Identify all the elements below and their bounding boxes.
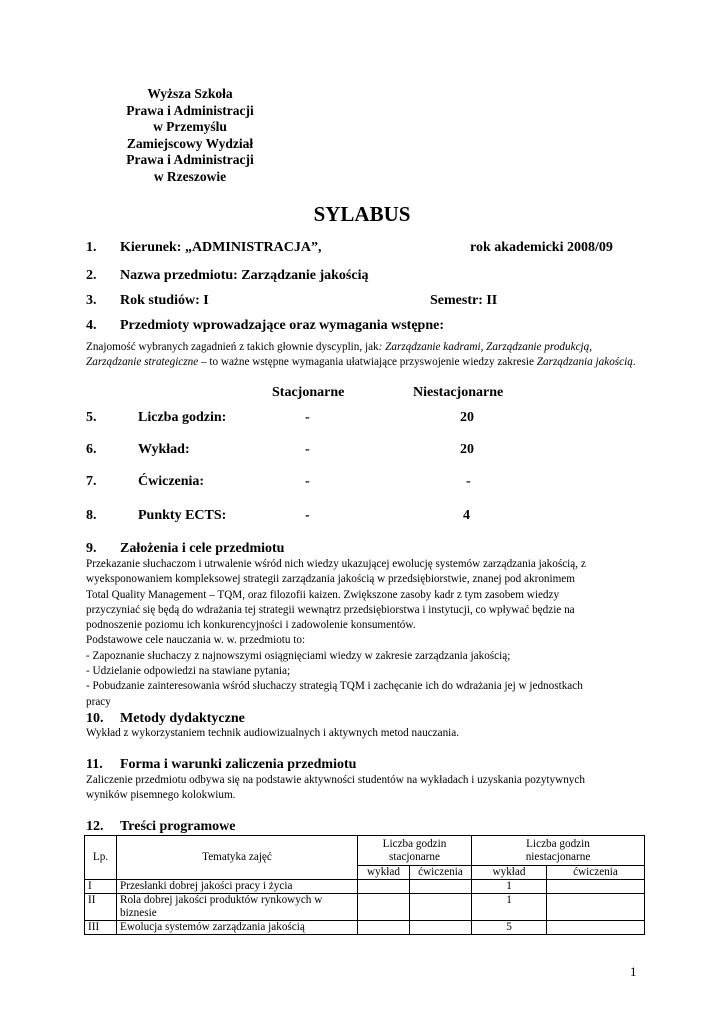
- cell-stac-lecture: [358, 880, 410, 894]
- text-line: Podstawowe cele nauczania w. w. przedmiotu to:: [86, 634, 306, 647]
- hours-stacjonarne: -: [305, 410, 310, 425]
- text-run: : Zarządzanie kadrami, Zarządzanie produkcją, Zarządzanie strategiczne: [86, 341, 593, 369]
- table-row: [85, 921, 645, 935]
- section-4-text: [86, 340, 642, 371]
- cell-niestac-lecture: 1: [472, 894, 547, 921]
- header-hours-niestacjonarne: [472, 836, 645, 866]
- section-3: [0, 293, 724, 311]
- text-line: podnoszenie poziomu ich konkurencyjności i zadowolenie konsumentów.: [86, 619, 416, 632]
- header-line: niestacjonarne: [525, 850, 591, 863]
- section-12-label: Treści programowe: [120, 819, 236, 834]
- section-7: [0, 474, 724, 492]
- text-run: Znajomość wybranych zagadnień z takich głownie dyscyplin, jak: [86, 341, 379, 353]
- text-line: przyczyniać się będą do wdrażania tej strategii wewnątrz przedsiębiorstwa i instytucji, co wpływać będzie na: [86, 603, 575, 616]
- section-9-label: Założenia i cele przedmiotu: [120, 541, 285, 556]
- cell-niestac-exercises: [547, 894, 645, 921]
- section-number: 7.: [86, 474, 97, 489]
- institution-block: [110, 86, 270, 185]
- section-number: 4.: [86, 318, 97, 333]
- section-number: 12.: [86, 819, 104, 834]
- subheader-lecture: wykład: [358, 866, 410, 880]
- text-run: Zarządzania jakością: [536, 356, 633, 369]
- section-1: [0, 240, 724, 258]
- exercises-label: Ćwiczenia:: [138, 474, 205, 489]
- table-row: [85, 880, 645, 894]
- text-line: wyników pisemnego kolokwium.: [86, 789, 236, 802]
- cell-topic: Rola dobrej jakości produktów rynkowych w biznesie: [117, 894, 358, 921]
- institution-line: Wyższa Szkoła: [147, 86, 233, 101]
- institution-line: Prawa i Administracji: [126, 152, 254, 167]
- section-number: 5.: [86, 410, 97, 425]
- exercises-niestacjonarne: -: [466, 474, 471, 489]
- subheader-exercises: ćwiczenia: [547, 866, 645, 880]
- header-lp: Lp.: [85, 836, 117, 880]
- header-line: Liczba godzin: [526, 837, 590, 850]
- cell-stac-lecture: [358, 894, 410, 921]
- text-line: - Zapoznanie słuchaczy z najnowszymi osiągnięciami wiedzy w zakresie zarządzania jakością;: [86, 649, 511, 662]
- table-header-row: [85, 836, 645, 866]
- section-number: 2.: [86, 268, 97, 283]
- hours-header-niestacjonarne: Niestacjonarne: [413, 385, 504, 400]
- section-2: [0, 268, 724, 286]
- section-10-label: Metody dydaktyczne: [120, 711, 245, 726]
- cell-lp: III: [85, 921, 117, 935]
- section-2-label: Nazwa przedmiotu: Zarządzanie jakością: [120, 268, 369, 283]
- section-number: 11.: [86, 757, 103, 772]
- lecture-stacjonarne: -: [305, 442, 310, 457]
- section-number: 3.: [86, 293, 97, 308]
- semester: Semestr: II: [430, 293, 498, 308]
- hours-header-stacjonarne: Stacjonarne: [272, 385, 345, 400]
- cell-niestac-lecture: 1: [472, 880, 547, 894]
- table-row: [85, 894, 645, 921]
- ects-niestacjonarne: 4: [463, 508, 470, 523]
- hours-niestacjonarne: 20: [460, 410, 474, 425]
- section-10-text: Wykład z wykorzystaniem technik audiowizualnych i aktywnych metod nauczania.: [86, 727, 460, 739]
- section-11-text: [86, 773, 656, 804]
- program-table: [84, 835, 645, 935]
- document-title: SYLABUS: [313, 202, 411, 226]
- section-number: 9.: [86, 541, 97, 556]
- text-line: - Udzielanie odpowiedzi na stawiane pytania;: [86, 665, 291, 678]
- header-topic: Tematyka zajęć: [117, 836, 358, 880]
- section-number: 8.: [86, 508, 97, 523]
- subheader-exercises: ćwiczenia: [410, 866, 472, 880]
- text-line: pracy: [86, 695, 111, 708]
- text-run: .: [632, 356, 636, 369]
- hours-label: Liczba godzin:: [138, 410, 227, 425]
- institution-line: Zamiejscowy Wydział: [126, 135, 254, 151]
- ects-label: Punkty ECTS:: [138, 508, 227, 523]
- header-line: stacjonarne: [389, 850, 440, 863]
- institution-line: w Przemyślu: [153, 119, 227, 134]
- section-11-label: Forma i warunki zaliczenia przedmiotu: [120, 757, 357, 772]
- section-8: [0, 508, 724, 526]
- cell-stac-exercises: [410, 894, 472, 921]
- institution-line: w Rzeszowie: [153, 168, 227, 184]
- cell-topic: Ewolucja systemów zarządzania jakością: [117, 921, 358, 935]
- ects-stacjonarne: -: [305, 508, 310, 523]
- exercises-stacjonarne: -: [305, 474, 310, 489]
- cell-lp: II: [85, 894, 117, 921]
- lecture-label: Wykład:: [138, 442, 190, 457]
- header-line: Liczba godzin: [382, 837, 447, 850]
- academic-year: rok akademicki 2008/09: [470, 240, 613, 255]
- cell-stac-exercises: [410, 921, 472, 935]
- cell-niestac-lecture: 5: [472, 921, 547, 935]
- section-6: [0, 442, 724, 460]
- text-run: – to ważne wstępne wymagania ułatwiające przyswojenie wiedzy zakresie: [198, 356, 537, 369]
- cell-niestac-exercises: [547, 880, 645, 894]
- text-line: - Pobudzanie zainteresowania wśród słuchaczy strategią TQM i zachęcanie ich do wdrażania jej w jednostkach: [86, 680, 583, 693]
- text-line: wyeksponowaniem kompleksowej strategii zarządzania jakością w przedsiębiorstwie, znanej pod akronimem: [86, 573, 575, 586]
- lecture-niestacjonarne: 20: [460, 442, 474, 457]
- section-5: [0, 410, 724, 428]
- section-9-text: [86, 557, 656, 710]
- subheader-lecture: wykład: [472, 866, 547, 880]
- text-line: Total Quality Management – TQM, oraz filozofii kaizen. Zwiększone zasoby kadr z tym zasobem wiedzy: [86, 588, 560, 601]
- header-hours-stacjonarne: [358, 836, 472, 866]
- cell-stac-lecture: [358, 921, 410, 935]
- section-number: 10.: [86, 711, 104, 726]
- section-number: 6.: [86, 442, 97, 457]
- cell-niestac-exercises: [547, 921, 645, 935]
- cell-lp: I: [85, 880, 117, 894]
- text-line: Zaliczenie przedmiotu odbywa się na podstawie aktywności studentów na wykładach i uzyskania pozytywnych: [86, 774, 585, 786]
- section-1-label: Kierunek: „ADMINISTRACJA”,: [120, 240, 322, 255]
- institution-line: Prawa i Administracji: [126, 102, 254, 118]
- section-4: [0, 318, 724, 336]
- section-number: 1.: [86, 240, 97, 255]
- text-line: Przekazanie słuchaczom i utrwalenie wśród nich wiedzy ukazującej ewolucję systemów zarządzania jakością, z: [86, 558, 586, 570]
- cell-stac-exercises: [410, 880, 472, 894]
- section-4-label: Przedmioty wprowadzające oraz wymagania wstępne:: [120, 318, 445, 333]
- cell-topic: Przesłanki dobrej jakości pracy i życia: [117, 880, 358, 894]
- section-3-label: Rok studiów: I: [120, 293, 209, 308]
- page-number: 1: [630, 964, 637, 979]
